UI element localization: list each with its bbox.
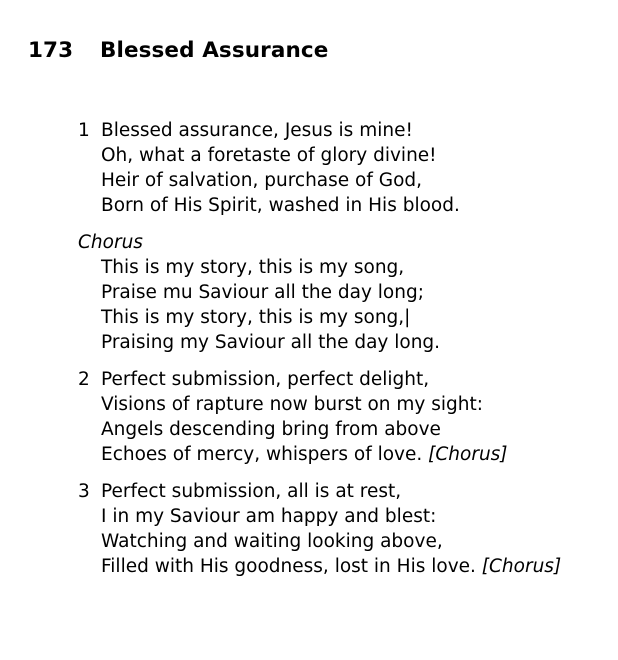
chorus [78,230,561,355]
verse-1 [78,118,561,218]
hymn-number: 173 [28,38,74,63]
chorus-line-text: This is my story, this is my song,| [101,307,411,328]
verse-line-text: Watching and waiting looking above, [101,531,443,552]
verse-line [78,504,561,529]
chorus-line-text: This is my story, this is my song, [101,257,405,278]
verse-line-text: Oh, what a foretaste of glory divine! [101,145,437,166]
hymn-title: Blessed Assurance [100,38,329,63]
verse-line [78,193,561,218]
verse-line-text: Perfect submission, all is at rest, [101,481,402,502]
verse-line [78,168,561,193]
chorus-line-text: Praise mu Saviour all the day long; [101,282,424,303]
verse-line [78,417,561,442]
verse-line-text: I in my Saviour am happy and blest: [101,506,437,527]
verse-line-text: Visions of rapture now burst on my sight: [101,394,483,415]
verse-number: 2 [78,369,90,390]
verse-2 [78,367,561,467]
verse-3 [78,479,561,579]
verse-line-text: Heir of salvation, purchase of God, [101,170,423,191]
hymn-body [78,118,561,579]
verse-line-text: Echoes of mercy, whispers of love. [101,444,429,465]
chorus-line [78,280,561,305]
chorus-line [78,255,561,280]
chorus-line [78,305,561,330]
verse-line-text: Filled with His goodness, lost in His love. [101,556,482,577]
verse-line [78,143,561,168]
verse-line [78,529,561,554]
verse-line-text: Born of His Spirit, washed in His blood. [101,195,460,216]
hymn-heading [28,38,328,63]
verse-line [78,367,561,392]
chorus-label: Chorus [78,232,143,253]
chorus-line-text: Praising my Saviour all the day long. [101,332,441,353]
verse-line-text: Perfect submission, perfect delight, [101,369,430,390]
verse-line-text: Blessed assurance, Jesus is mine! [101,120,413,141]
verse-line [78,554,561,579]
verse-number: 1 [78,120,90,141]
chorus-reference: [Chorus] [481,556,562,577]
verse-line [78,118,561,143]
verse-number: 3 [78,481,90,502]
verse-line [78,392,561,417]
verse-line [78,479,561,504]
chorus-line [78,330,561,355]
verse-line [78,442,561,467]
chorus-reference: [Chorus] [428,444,508,465]
verse-line-text: Angels descending bring from above [101,419,441,440]
